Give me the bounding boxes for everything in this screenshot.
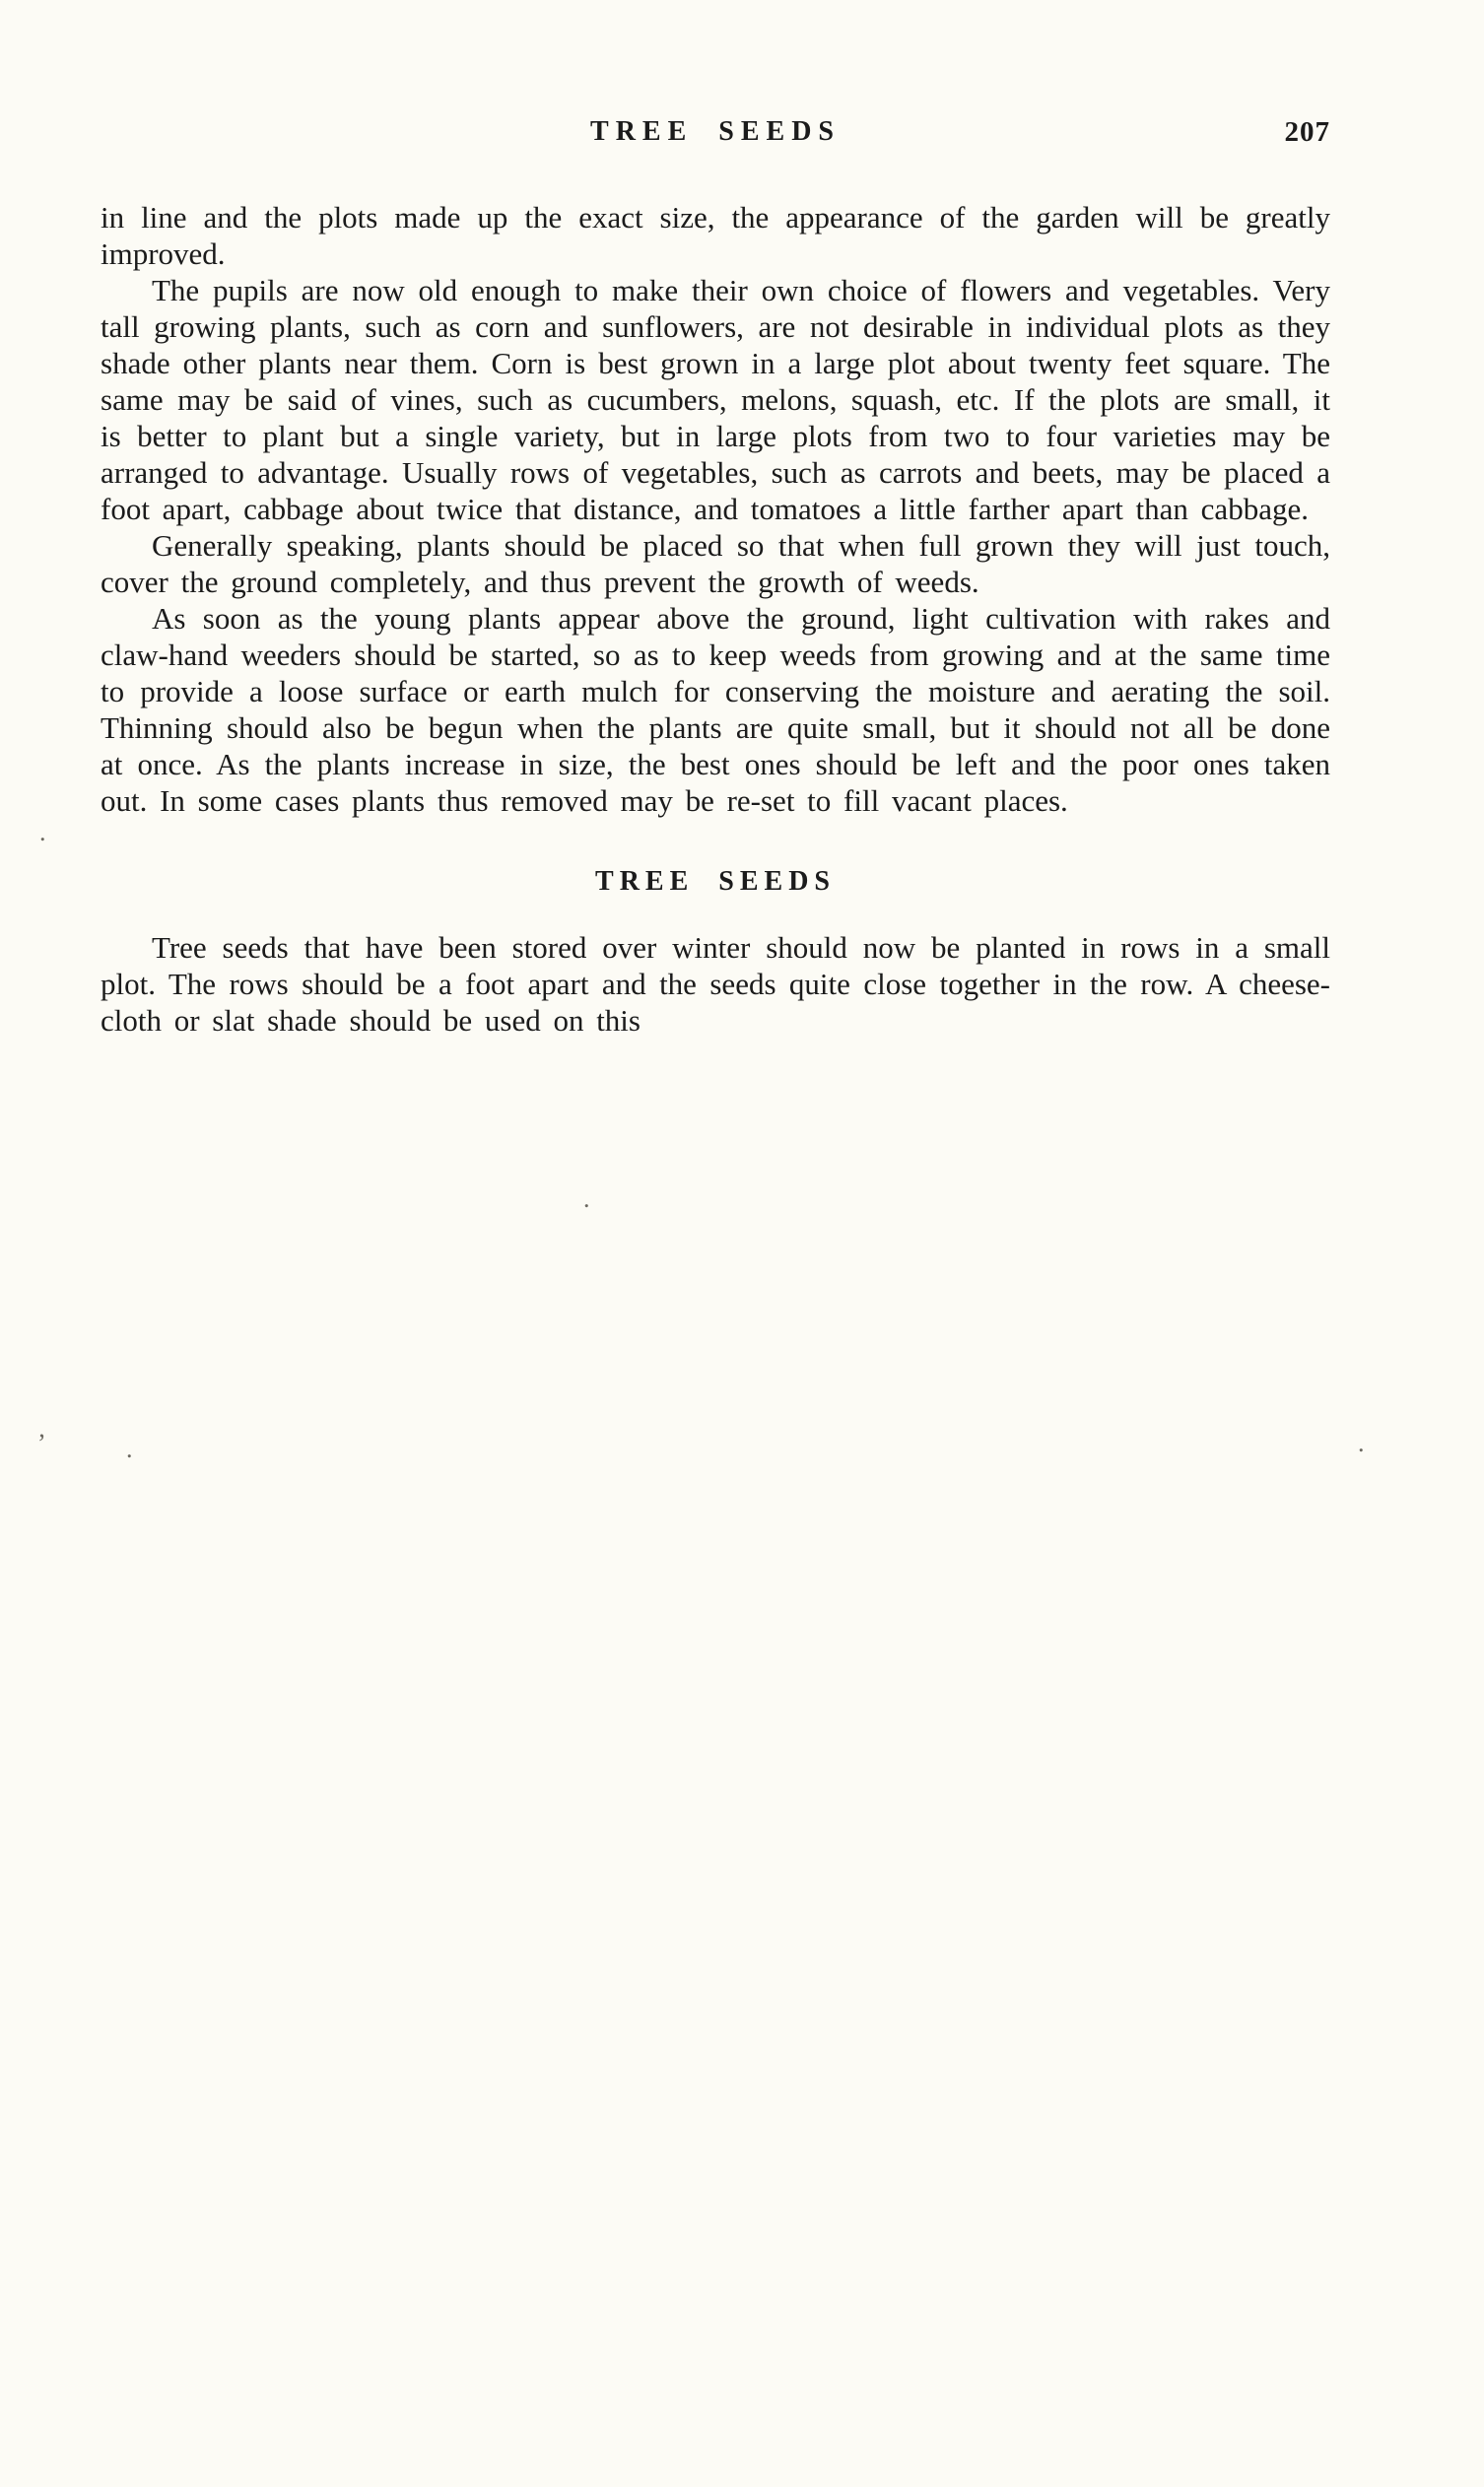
scan-artifact-dot: . <box>1358 1429 1365 1457</box>
paragraph: As soon as the young plants appear above the ground, light cultivation with rakes and claw-hand weeders should be started, so as to keep weeds from growing and at the same time to provide a loose surface or earth mulch for conserving the moisture and aerating the soil. Thinning should also be begun when the plants are quite small, but it should not all be done at once. As the plants increase in size, the best ones should be left and the poor ones taken out. In some cases plants thus removed may be re-set to fill vacant places. <box>101 601 1330 818</box>
scan-artifact-dot: . <box>126 1435 133 1463</box>
paragraph: Tree seeds that have been stored over winter should now be planted in rows in a small plot. The rows should be a foot apart and the seeds quite close together in the row. A cheese-cloth or slat shade should be used on this <box>101 930 1330 1038</box>
scan-artifact-dot: . <box>583 1184 590 1213</box>
scan-artifact-apostrophe: ’ <box>37 1429 46 1457</box>
scan-artifact-dot: . <box>39 818 46 846</box>
page-number: 207 <box>1284 116 1330 148</box>
running-head: TREE SEEDS <box>590 116 841 147</box>
body-text <box>101 199 1330 1039</box>
section-heading: TREE SEEDS <box>595 866 836 897</box>
paragraph: The pupils are now old enough to make their own choice of flowers and vegetables. Very tall growing plants, such as corn and sunflowers, are not desirable in individual plots as they shade other plants near them. Corn is best grown in a large plot about twenty feet square. The same may be said of vines, such as cucumbers, melons, squash, etc. If the plots are small, it is better to plant but a single variety, but in large plots from two to four varieties may be arranged to advantage. Usually rows of vegetables, such as carrots and beets, may be placed a foot apart, cabbage about twice that distance, and tomatoes a little farther apart than cabbage. <box>101 273 1330 526</box>
page-header <box>101 116 1330 156</box>
paragraph: Generally speaking, plants should be placed so that when full grown they will just touch, cover the ground completely, and thus prevent the growth of weeds. <box>101 528 1330 599</box>
paragraph-continuation: in line and the plots made up the exact size, the appearance of the garden will be greatly improved. <box>101 200 1330 271</box>
